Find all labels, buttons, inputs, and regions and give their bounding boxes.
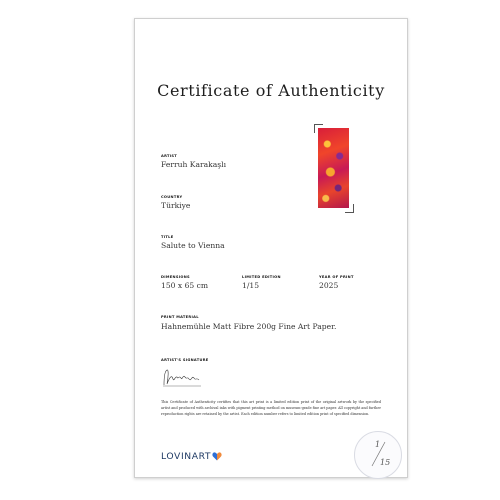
heart-icon [212,452,222,461]
year-label: YEAR OF PRINT [319,275,354,279]
edition-value: 1/15 [242,281,260,290]
seal-edition-number: 1 [375,440,381,449]
artwork-thumbnail [318,128,349,208]
artist-name: Ferruh Karakaşlı [161,160,227,169]
lovinart-logo [161,451,222,462]
certificate-sheet [134,18,408,478]
artist-signature [161,367,207,389]
year-value: 2025 [319,281,339,290]
seal-divider [355,432,401,478]
country-label: COUNTRY [161,195,183,199]
dimensions-label: DIMENSIONS [161,275,190,279]
signature-label: ARTIST'S SIGNATURE [161,358,209,362]
artwork-title: Salute to Vienna [161,241,225,250]
dimensions-value: 150 x 65 cm [161,281,209,290]
title-label: TITLE [161,235,174,239]
edition-label: LIMITED EDITION [242,275,281,279]
country-value: Türkiye [161,201,191,210]
certificate-title: Certificate of Authenticity [157,81,385,100]
edition-seal [354,431,402,479]
material-label: PRINT MATERIAL [161,315,199,319]
artwork-corner-mark [314,124,323,133]
brand-name: LOVINART [161,451,212,462]
certificate-statement: This Certificate of Authenticity certifies that this art print is a limited edition print of the original artwork by the specified artist and produced with archival inks with pigment printing method on museum-grade fine art paper. All copyright and further reproduction rights are retained by the artist. Each edition number refers to limited edition print of specified dimension. [161,400,381,417]
seal-edition-total: 15 [380,458,391,467]
artwork-corner-mark [345,204,354,213]
material-value: Hahnemühle Matt Fibre 200g Fine Art Paper. [161,322,337,331]
artist-label: ARTIST [161,154,178,158]
